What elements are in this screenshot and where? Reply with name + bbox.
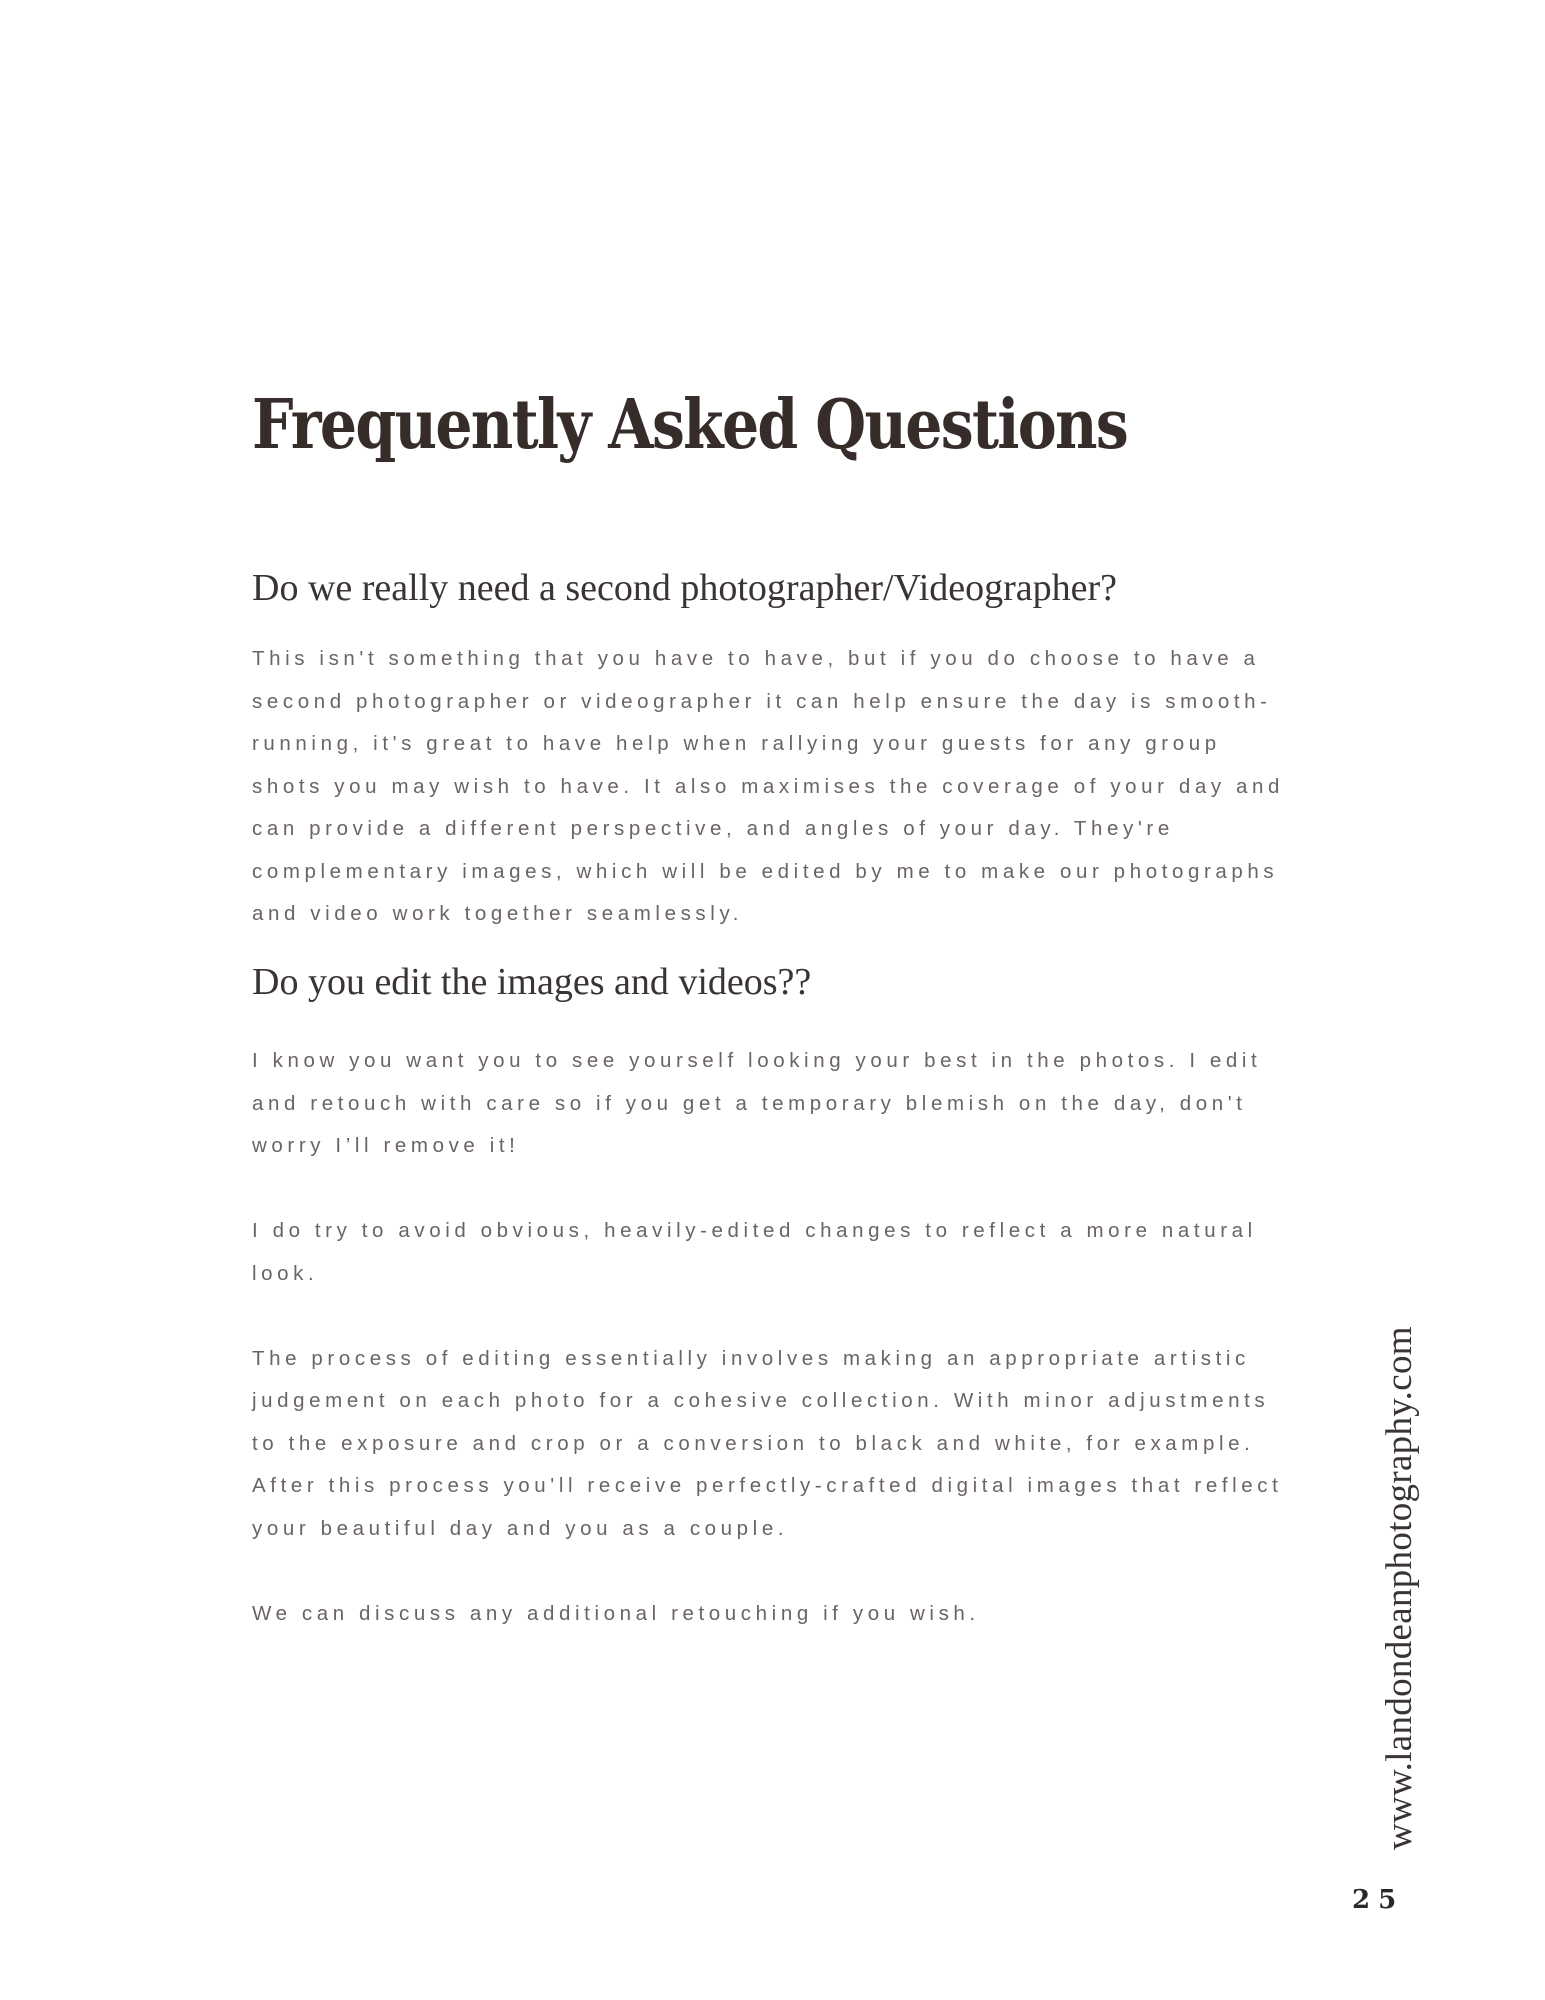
website-url: www.landondeanphotography.com xyxy=(1379,1326,1420,1850)
answer-paragraph: We can discuss any additional retouching if you wish. xyxy=(252,1601,980,1625)
faq-question-editing: Do you edit the images and videos?? xyxy=(252,961,812,1003)
faq-answer-second-photographer xyxy=(252,638,1297,936)
answer-paragraph: This isn't something that you have to have, but if you do choose to have a second photographer or videographer it can help ensure the day is smooth-running, it's great to have help when rallying your guests for any group shots you may wish to have. It also maximises the coverage of your day and can provide a different perspective, and angles of your day. They're complementary images, which will be edited by me to make our photographs and video work together seamlessly. xyxy=(252,647,1285,925)
answer-paragraph: I do try to avoid obvious, heavily-edited changes to reflect a more natural look. xyxy=(252,1219,1257,1285)
page-title: Frequently Asked Questions xyxy=(252,385,1128,465)
answer-paragraph: I know you want you to see yourself looking your best in the photos. I edit and retouch with care so if you get a temporary blemish on the day, don't worry I’ll remove it! xyxy=(252,1049,1262,1157)
faq-question-second-photographer: Do we really need a second photographer/Videographer? xyxy=(252,567,1118,609)
page-number: 25 xyxy=(1352,1885,1405,1915)
answer-paragraph: The process of editing essentially involves making an appropriate artistic judgement on each photo for a cohesive collection. With minor adjustments to the exposure and crop or a conversion to black and white, for example. After this process you'll receive perfectly-crafted digital images that reflect your beautiful day and you as a couple. xyxy=(252,1346,1283,1540)
faq-answer-editing xyxy=(252,1040,1292,1635)
